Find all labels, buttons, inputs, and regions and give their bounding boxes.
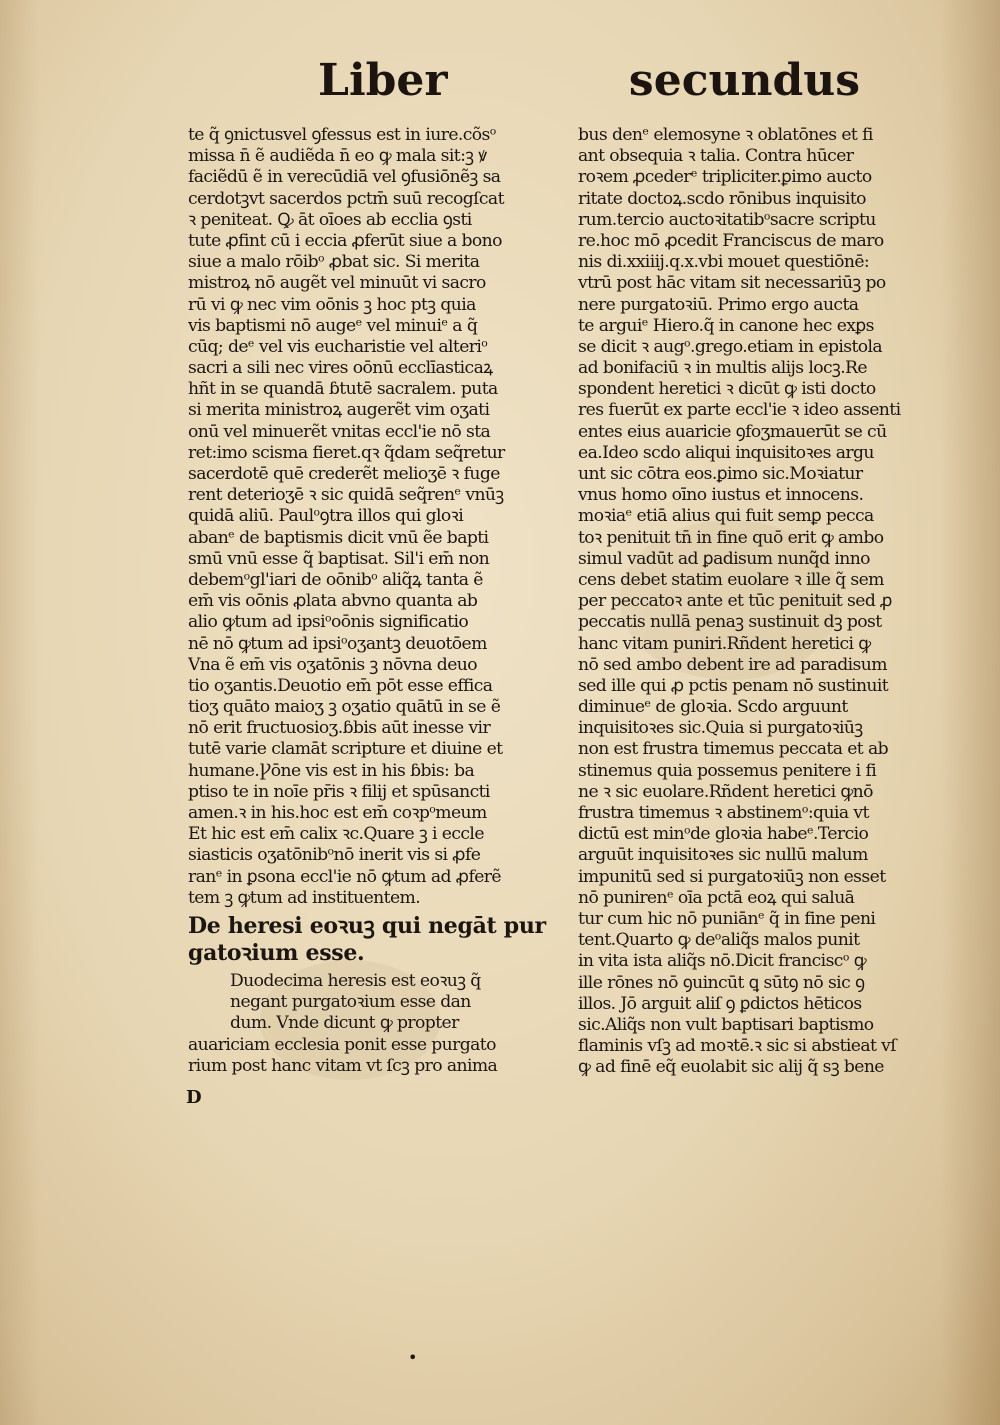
text-line: alio ꝙtum ad ipsiᵒoōnis significatio (188, 612, 469, 633)
footer-mark: • (408, 1348, 418, 1367)
text-line: roꝛem ꝓcederᵉ tripliciter.ꝑimo aucto (578, 167, 872, 188)
text-line: nere purgatoꝛiū. Primo ergo aucta (578, 294, 859, 315)
text-line: per peccatoꝛ ante et tūc penituit sed ꝓ (578, 591, 892, 612)
text-line: vis baptismi nō augeᵉ vel minuiᵉ a q̃ (188, 315, 478, 336)
text-line: abanᵉ de baptismis dicit vnū ẽe bapti (188, 527, 489, 548)
text-line: cūq; deᵉ vel vis eucharistie vel alteriᵒ (188, 336, 488, 357)
text-line: diminueᵉ de gloꝛia. Scdo arguunt (578, 697, 848, 718)
text-line: ritate doctoꝝ.scdo rōnibus inquisito (578, 188, 866, 209)
text-line: te arguiᵉ Hiero.q̃ in canone hec exꝑs (578, 315, 874, 336)
text-line: rum.tercio auctoꝛitatibᵒsacre scriptu (578, 209, 876, 230)
text-line: missa n̄ ẽ audiẽda n̄ eo ꝙ mala sit:ꝫ ꝟ (188, 146, 487, 167)
text-line: te q̃ ꝯnictusvel ꝯfessus est in iure.cõsᵒ (188, 125, 496, 145)
text-line: re.hoc mō ꝓcedit Franciscus de maro (578, 230, 884, 251)
text-line: ad bonifaciū ꝛ in multis alijs locꝫ.Re (578, 358, 867, 379)
text-line: ant obsequia ꝛ talia. Contra hūcer (578, 146, 854, 167)
text-line: humane.Ꝩōne vis est in his ɓbis: ba (188, 760, 475, 781)
text-line: onū vel minuerẽt vnitas eccl'ie nō sta (188, 421, 491, 442)
text-line: tent.Quarto ꝙ deᵒaliq̃s malos punit (578, 930, 860, 951)
margin-letter: D (186, 1087, 202, 1108)
text-line: ea.Ideo scdo aliqui inquisitoꝛes argu (578, 442, 874, 463)
text-line: dum. Vnde dicunt ꝙ propter (230, 1013, 459, 1034)
text-line: sacerdotē quē crederẽt melioʒē ꝛ fuge (188, 464, 500, 484)
text-line: flaminis vſꝫ ad moꝛtē.ꝛ sic si abstieat vſ (578, 1036, 897, 1057)
text-line: nō punirenᵉ oīa pctā eoꝝ qui saluā (578, 887, 855, 908)
text-line: faciẽdū ẽ in verecūdiā vel ꝯfusiōnẽꝫ sa (188, 167, 501, 188)
text-line: Vna ẽ em̄ vis oʒatōnis ꝫ nōvna deuo (188, 654, 477, 675)
text-line: ranᵉ in ꝑsona eccl'ie nō ꝙtum ad ꝓferẽ (188, 866, 501, 887)
text-line: negant purgatoꝛium esse dan (230, 992, 471, 1013)
text-line: nō erit fructuosioʒ.ɓbis aūt inesse vir (188, 718, 491, 739)
text-line: sic.Aliq̃s non vult baptisari baptismo (578, 1014, 874, 1035)
text-line: nē nō ꝙtum ad ipsiᵒoʒantꝫ deuotōem (188, 633, 487, 654)
text-line: siasticis oʒatōnibᵒnō inerit vis si ꝓfe (188, 845, 481, 866)
text-line: peccatis nullā penaꝫ sustinuit dꝫ post (578, 612, 882, 633)
text-line: se dicit ꝛ augᵒ.grego.etiam in epistola (578, 336, 883, 357)
text-line: res fuerūt ex parte eccl'ie ꝛ ideo assenti (578, 400, 901, 421)
text-line: mistroꝝ nō augẽt vel minuūt vi sacro (188, 273, 486, 294)
page-edge-shadow-left (0, 0, 40, 1425)
text-line: Et hic est em̄ calix ꝛc.Quare ꝫ i eccle (188, 824, 484, 845)
text-line: nō sed ambo debent ire ad paradisum (578, 654, 887, 675)
text-line: arguūt inquisitoꝛes sic nullū malum (578, 845, 868, 866)
text-line: ret:imo scisma fieret.qꝛ q̃dam seq̃retur (188, 442, 505, 463)
text-line: quidā aliū. Paulᵒꝯtra illos qui gloꝛi (188, 506, 464, 527)
text-line: tute ꝓfint cū i eccia ꝓferūt siue a bono (188, 230, 502, 251)
text-line: debemᵒgl'iari de oōnibᵒ aliq̃ꝝ tanta ẽ (188, 569, 483, 590)
page-edge-shadow-right (940, 0, 1000, 1425)
text-line: ptiso te in noīe pr̄is ꝛ filij et spūsancti (188, 781, 490, 802)
running-head-right: secundus (628, 55, 860, 106)
text-line: tur cum hic nō puniānᵉ q̃ in fine peni (578, 908, 876, 929)
text-line: simul vadūt ad ꝑadisum nunq̃d inno (578, 548, 870, 569)
text-line: toꝛ penituit tn̄ in fine quō erit ꝙ ambo (578, 527, 884, 548)
text-line: cens debet statim euolare ꝛ ille q̃ sem (578, 569, 884, 590)
section-heading-line: gatoꝛium esse. (188, 939, 365, 966)
right-column (578, 125, 940, 1078)
text-line: entes eius auaricie ꝯfoʒmauerūt se cū (578, 421, 887, 442)
text-line: amen.ꝛ in his.hoc est em̄ coꝛpᵒmeum (188, 803, 487, 823)
text-line: vnus homo oīno iustus et innocens. (578, 485, 864, 506)
text-line: in vita ista aliq̃s nō.Dicit franciscᵒ ꝙ (578, 951, 867, 972)
text-line: tioʒ quāto maioʒ ꝫ oʒatio quātū in se ẽ (188, 697, 501, 718)
text-line: cerdotꝫvt sacerdos pctm̄ suū recogſcat (188, 188, 504, 209)
text-line: nis di.xxiiij.q.x.vbi mouet questiōnē: (578, 252, 870, 273)
text-line: inquisitoꝛes sic.Quia si purgatoꝛiūꝫ (578, 718, 863, 739)
text-line: rent deterioʒē ꝛ sic quidā seq̃renᵉ vnūꝫ (188, 485, 504, 506)
section-heading-line: De heresi eoꝛuꝫ qui negāt pur (188, 912, 546, 939)
running-head-left: Liber (318, 55, 448, 106)
text-line: Duodecima heresis est eoꝛuꝫ q̃ (230, 970, 481, 991)
text-line: frustra timemus ꝛ abstinemᵒ:quia vt (578, 803, 869, 823)
text-line: ille rōnes nō ꝯuincūt ꝗ sūtꝯ nō sic ꝯ (578, 972, 865, 993)
left-column (188, 125, 550, 1077)
text-line: smū vnū esse q̃ baptisat. Sil'i em̄ non (188, 548, 490, 569)
text-line: rū vi ꝙ nec vim oōnis ꝫ hoc ptꝫ quia (188, 294, 476, 315)
text-line: tem ꝫ ꝙtum ad instituentem. (188, 887, 421, 908)
text-line: unt sic cōtra eos.ꝑimo sic.Moꝛiatur (578, 464, 863, 484)
text-line: hñt in se quandā ɓtutē sacralem. puta (188, 379, 498, 400)
text-line: non est frustra timemus peccata et ab (578, 739, 889, 760)
text-line: auariciam ecclesia ponit esse purgato (188, 1034, 496, 1055)
text-line: vtrū post hāc vitam sit necessariūꝫ po (578, 273, 886, 294)
text-line: ne ꝛ sic euolare.Rñdent heretici ꝙnō (578, 781, 873, 802)
text-line: ꝙ ad finē eq̃ euolabit sic alij q̃ sꝫ bene (578, 1057, 884, 1078)
text-line: dictū est minᵒde gloꝛia habeᵉ.Tercio (578, 824, 869, 845)
text-line: siue a malo rōibᵒ ꝓbat sic. Si merita (188, 252, 480, 273)
text-line: spondent heretici ꝛ dicūt ꝙ isti docto (578, 379, 876, 400)
text-line: sed ille qui ꝓ pctis penam nō sustinuit (578, 675, 889, 696)
text-line: si merita ministroꝝ augerẽt vim oʒati (188, 400, 490, 421)
text-line: tio oʒantis.Deuotio em̄ pōt esse effica (188, 675, 493, 696)
text-line: em̄ vis oōnis ꝓlata abvno quanta ab (188, 591, 478, 612)
text-line: stinemus quia possemus penitere i fi (578, 760, 877, 781)
text-line: hanc vitam puniri.Rñdent heretici ꝙ (578, 633, 871, 654)
text-line: moꝛiaᵉ etiā alius qui fuit semꝑ pecca (578, 506, 874, 527)
text-line: rium post hanc vitam vt ſcꝫ pro anima (188, 1055, 498, 1076)
text-line: bus denᵉ elemosyne ꝛ oblatōnes et fi (578, 125, 873, 145)
text-line: ꝛ peniteat. Ꝙ āt oīoes ab ecclia ꝯsti (188, 209, 472, 230)
text-line: impunitū sed si purgatoꝛiūꝫ non esset (578, 866, 886, 887)
text-line: sacri a sil̄i nec vires oōnū ecclīasticaꝝ (188, 358, 493, 379)
text-line: illos. Jō arguit aliſ ꝯ ꝑdictos hēticos (578, 993, 862, 1014)
running-head (300, 55, 860, 115)
text-line: tutē varie clamāt scripture et diuine et (188, 739, 503, 760)
